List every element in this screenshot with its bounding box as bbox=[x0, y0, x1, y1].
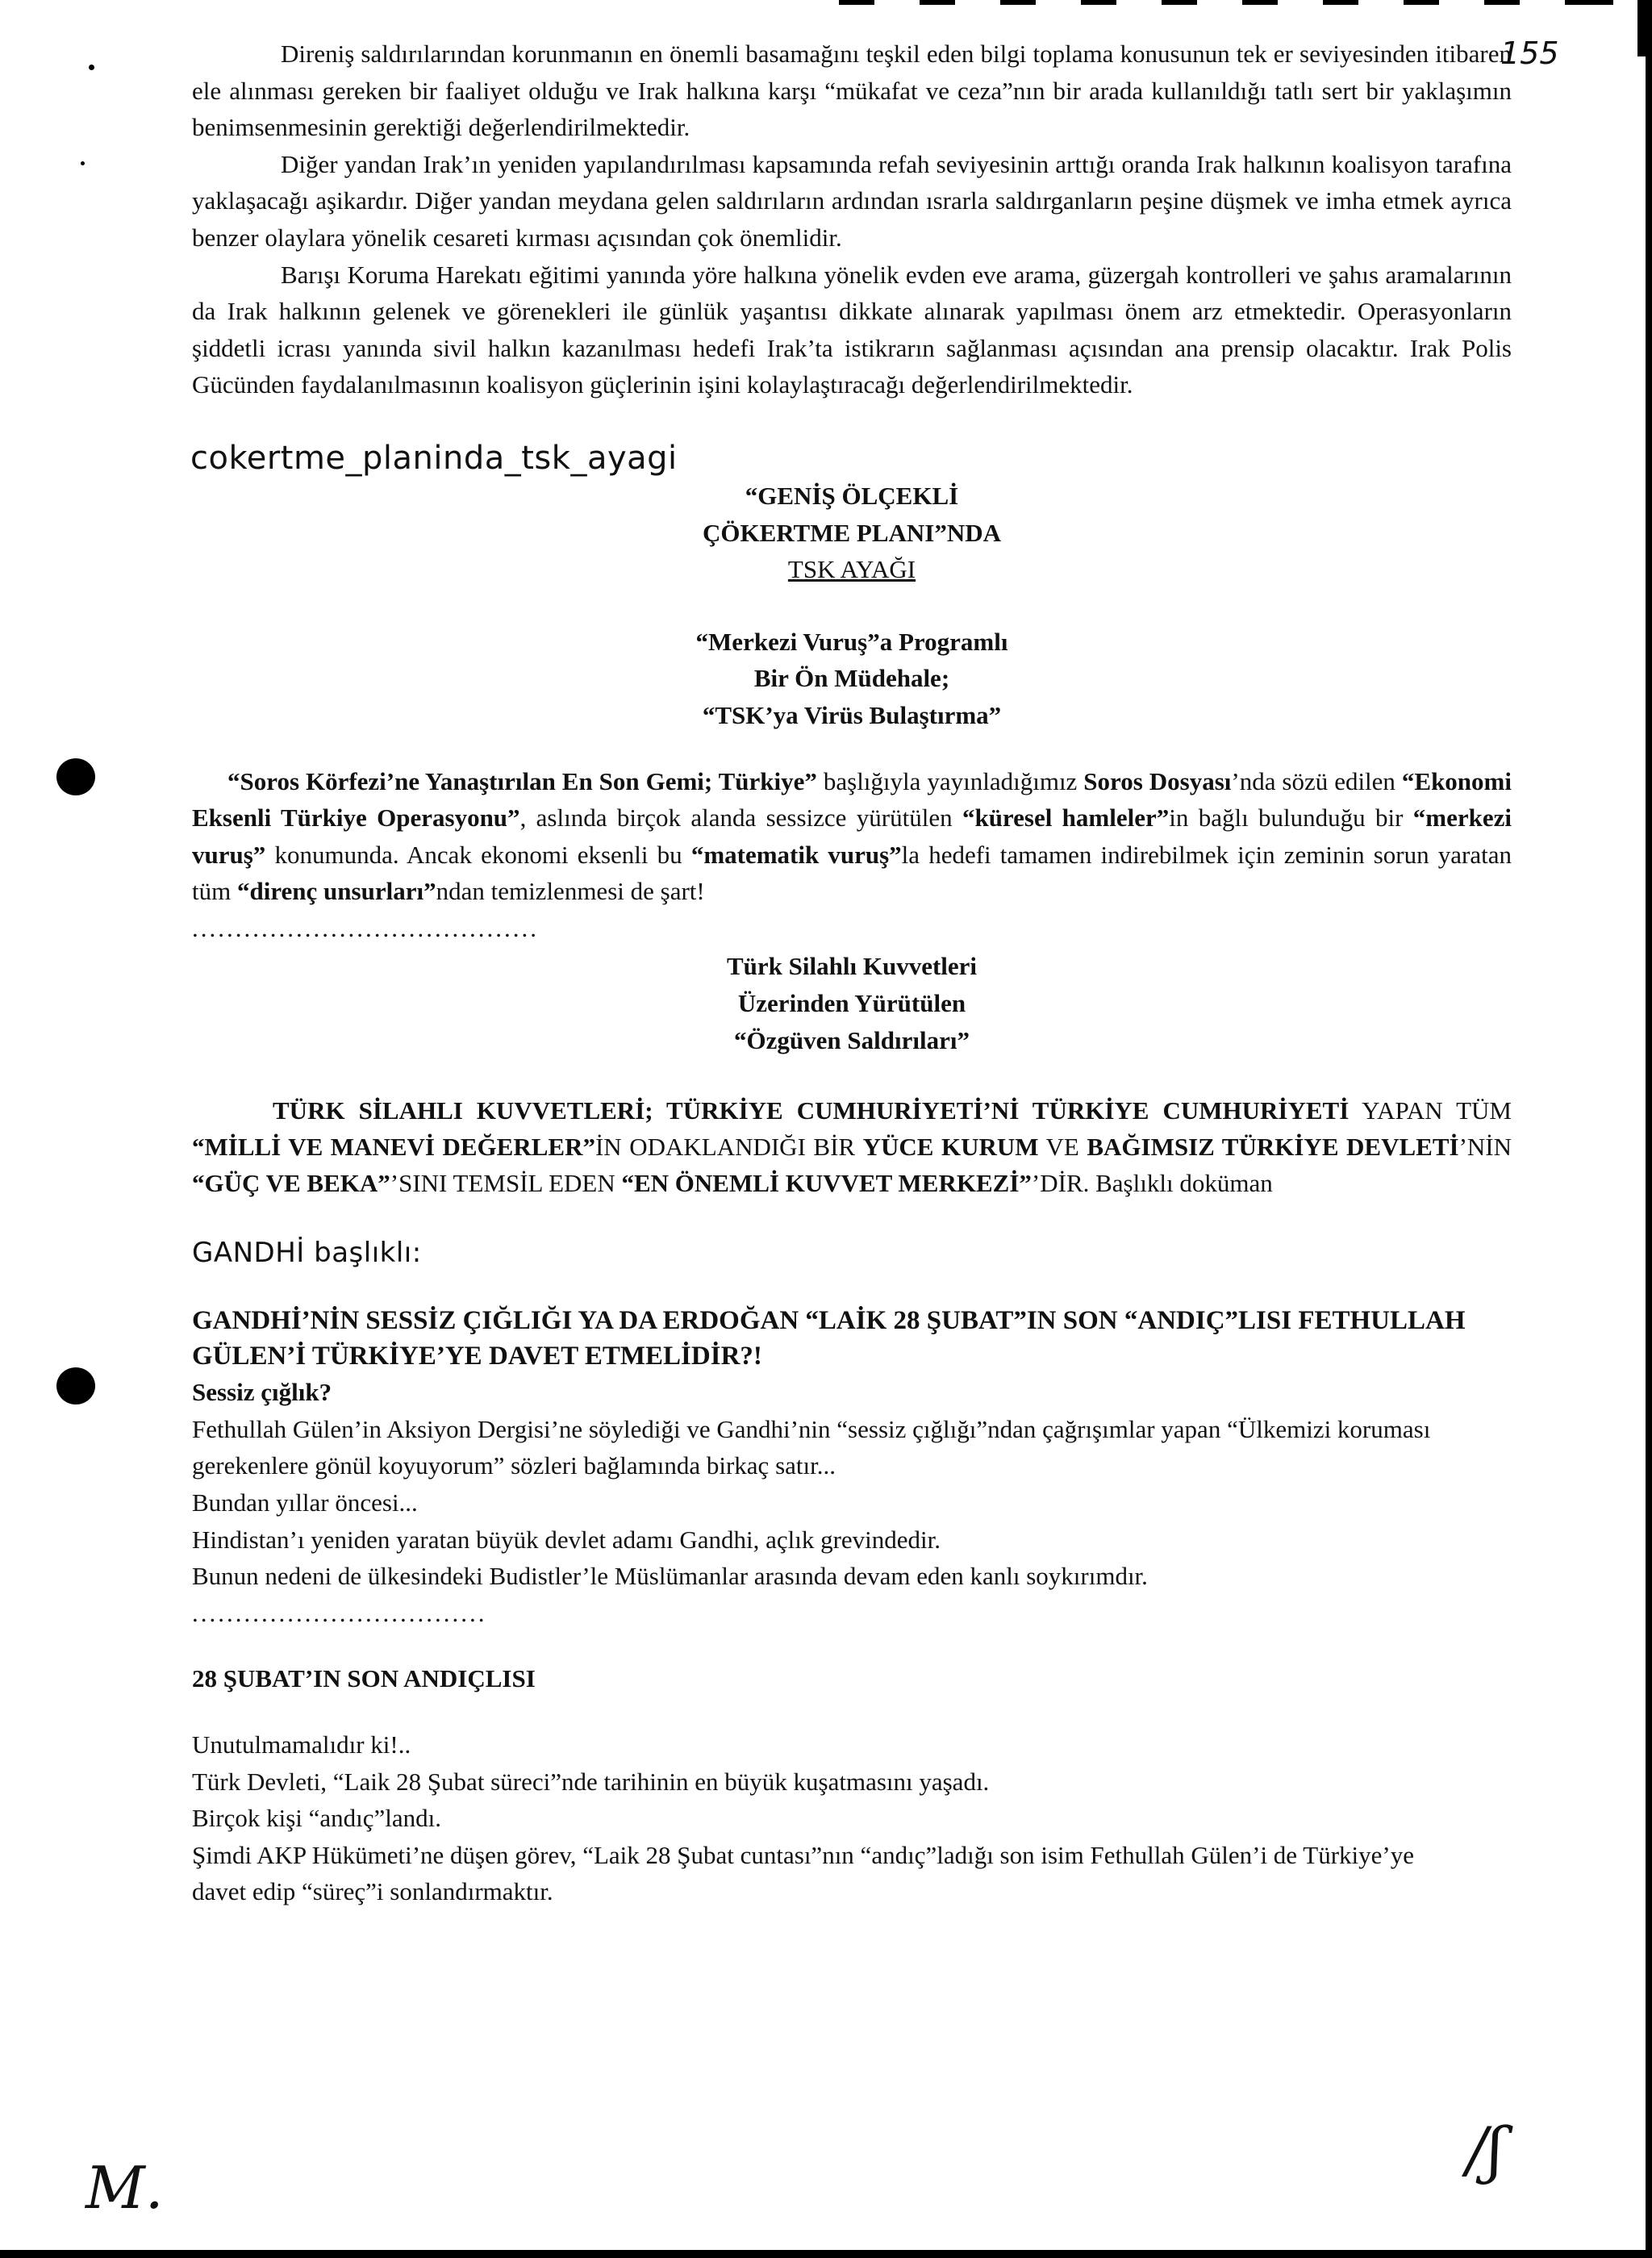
title-ozguven-saldirilari: Türk Silahlı Kuvvetleri Üzerinden Yürütülen “Özgüven Saldırıları” bbox=[726, 952, 978, 1054]
handwritten-initial-left: M. bbox=[86, 2154, 164, 2222]
paragraph-intelligence: Direniş saldırılarından korunmanın en önemli basamağını teşkil eden bilgi toplama konusunun tek er seviyesinden itibaren ele alınması gereken bir faaliyet olduğu ve Irak halkına karşı “mükafat ve ceza”nın bir arada kullanıldığı tatlı sert bir yaklaşımın benimsenmesinin gerektiği değerlendirilmektedir. bbox=[192, 40, 1512, 142]
paragraph-reconstruction: Diğer yandan Irak’ın yeniden yapılandırılması kapsamında refah seviyesinin arttığı oranda Irak halkının koalisyon tarafına yaklaşacağı aşikardır. Diğer yandan meydana gelen saldırıların ardından ısrarla saldırganların peşine düşmek ve imha etmek ayrıca benzer olaylara yönelik cesareti kırması açısından çok önemlidir. bbox=[192, 149, 1512, 252]
punch-hole-upper bbox=[56, 758, 95, 795]
ellipsis-separator-2: .................................. bbox=[192, 1598, 487, 1627]
paragraph-tsk-caps: TÜRK SİLAHLI KUVVETLERİ; TÜRKİYE CUMHURİYETİ’Nİ TÜRKİYE CUMHURİYETİ YAPAN TÜM “MİLLİ VE MANEVİ DEĞERLER”İN ODAKLANDIĞI BİR YÜCE KURUM VE BAĞIMSIZ TÜRKİYE DEVLETİ’NİN “GÜÇ VE BEKA”’SINI TEMSİL EDEN “EN ÖNEMLİ KUVVET MERKEZİ”’DİR. Başlıklı doküman bbox=[192, 1096, 1512, 1198]
document-body bbox=[192, 35, 1512, 1910]
paragraph-soros: “Soros Körfezi’ne Yanaştırılan En Son Gemi; Türkiye” başlığıyla yayınladığımız Soros Dosyası’nda sözü edilen “Ekonomi Eksenli Türkiye Operasyonu”, aslında birçok alanda sessizce yürütülen “küresel hamleler”in bağlı bulunduğu bir “merkezi vuruş” konumunda. Ancak ekonomi eksenli bu “matematik vuruş”la hedefi tamamen indirebilmek için zeminin sorun yaratan tüm “direnç unsurları”ndan temizlenmesi de şart! bbox=[192, 766, 1512, 906]
page-number-handwritten: 155 bbox=[1500, 35, 1559, 71]
handwritten-mark-right: /ʃ bbox=[1466, 2114, 1504, 2185]
last-line-2: Türk Devleti, “Laik 28 Şubat süreci”nde tarihinin en büyük kuşatmasını yaşadı. bbox=[192, 1767, 990, 1796]
heading-gandhi: GANDHİ’NİN SESSİZ ÇIĞLIĞI YA DA ERDOĞAN “LAİK 28 ŞUBAT”IN SON “ANDIÇ”LISI FETHULLAH GÜLEN’İ TÜRKİYE’YE DAVET ETMELİDİR?! bbox=[192, 1306, 1466, 1371]
gandhi-line-1: Fethullah Gülen’in Aksiyon Dergisi’ne söylediği ve Gandhi’nin “sessiz çığlığı”ndan çağrışımlar yapan “Ülkemizi koruması gerekenlere gönül koyuyorum” sözleri bağlamında birkaç satır... bbox=[192, 1414, 1431, 1480]
gandhi-line-3: Hindistan’ı yeniden yaratan büyük devlet adamı Gandhi, açlık grevindedir. bbox=[192, 1525, 941, 1554]
heading-28-subat: 28 ŞUBAT’IN SON ANDIÇLISI bbox=[192, 1664, 536, 1693]
margin-dot-top bbox=[89, 65, 94, 70]
handwritten-note-gandhi: GANDHİ başlıklı: bbox=[192, 1237, 422, 1270]
paragraph-peacekeeping: Barışı Koruma Harekatı eğitimi yanında yöre halkına yönelik evden eve arama, güzergah kontrolleri ve şahıs aramalarının da Irak halkının gelenek ve görenekleri ile günlük yaşantısı dikkate alınarak yapılması önem arz etmektedir. Operasyonların şiddetli icrası yanında sivil halkın kazanılması hedefi Irak’ta istikrarın sağlanması açısından ana prensip olacaktır. Irak Polis Gücünden faydalanılmasının koalisyon güçlerinin işini kolaylaştıracağı değerlendirilmektedir. bbox=[192, 260, 1512, 399]
ellipsis-separator-1: ........................................ bbox=[192, 913, 539, 942]
punch-hole-lower bbox=[56, 1367, 95, 1404]
title-merkezi-vurus: “Merkezi Vuruş”a Programlı Bir Ön Müdehale; “TSK’ya Virüs Bulaştırma” bbox=[695, 627, 1008, 729]
last-line-4: Şimdi AKP Hükümeti’ne düşen görev, “Laik 28 Şubat cuntası”nın “andıç”ladığı son isim Fethullah Gülen’i de Türkiye’ye davet edip “süreç”i sonlandırmaktır. bbox=[192, 1840, 1414, 1906]
gandhi-line-2: Bundan yıllar öncesi... bbox=[192, 1488, 418, 1517]
scan-bottom-border bbox=[0, 2250, 1652, 2258]
subheading-sessiz-cigLik: Sessiz çığlık? bbox=[192, 1378, 332, 1407]
handwritten-note-cokertme: cokertme_planinda_tsk_ayagi bbox=[190, 439, 678, 477]
gandhi-line-4: Bunun nedeni de ülkesindeki Budistler’le Müslümanlar arasında devam eden kanlı soykırımdır. bbox=[192, 1562, 1148, 1591]
scan-right-border bbox=[1646, 0, 1652, 2258]
last-line-3: Birçok kişi “andıç”landı. bbox=[192, 1804, 442, 1833]
title-genis-olcekli: “GENİŞ ÖLÇEKLİ ÇÖKERTME PLANI”NDA TSK AYAĞI bbox=[702, 481, 1002, 584]
margin-dot-mid bbox=[81, 161, 85, 165]
last-line-1: Unutulmamalıdır ki!.. bbox=[192, 1730, 411, 1759]
scan-right-corner-mark bbox=[1637, 0, 1652, 56]
